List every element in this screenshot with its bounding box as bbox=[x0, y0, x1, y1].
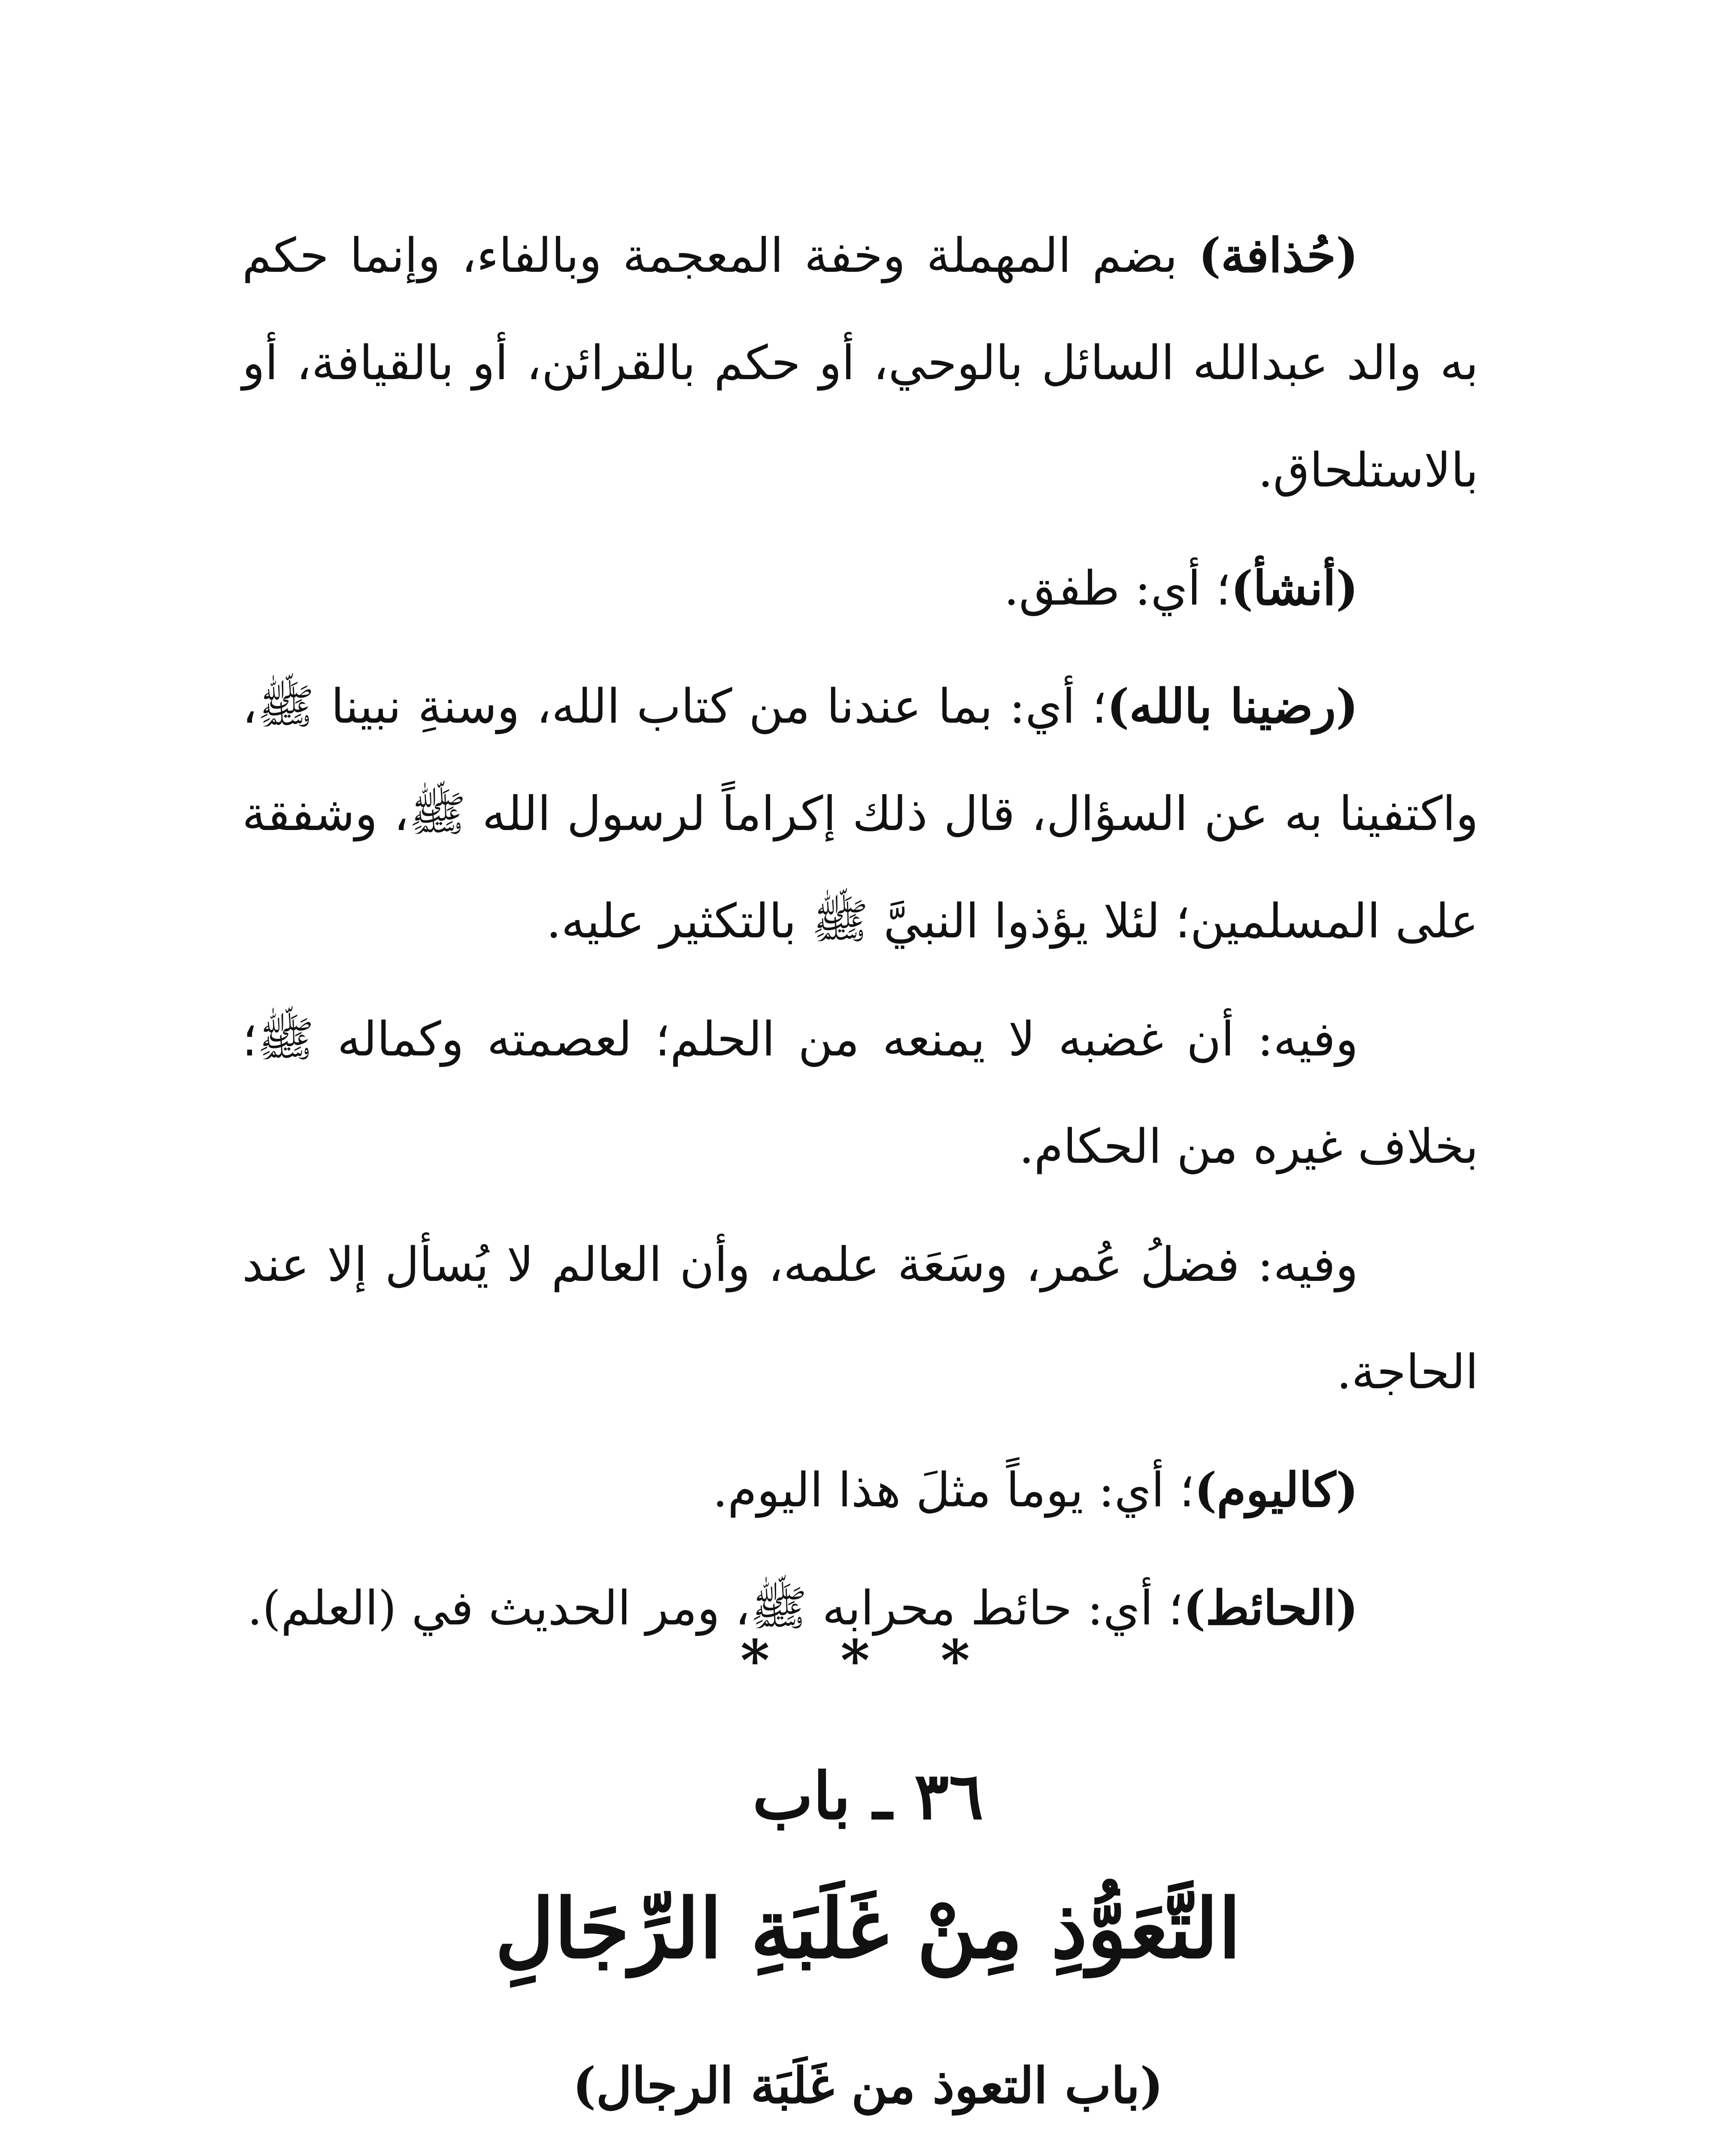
term: (حُذافة) bbox=[1199, 228, 1358, 283]
paragraph-body: وفيه: أن غضبه لا يمنعه من الحلم؛ لعصمته وكماله ﷺ؛ بخلاف غيره من الحكام. bbox=[242, 1012, 1478, 1174]
paragraph-kalyawm bbox=[242, 1436, 1478, 1544]
paragraph-body: ؛ أي: بما عندنا من كتاب الله، وسنةِ نبينا ﷺ، واكتفينا به عن السؤال، قال ذلك إكراماً لرسول الله ﷺ، وشفقة على المسلمين؛ لئلا يؤذوا النبيَّ ﷺ بالتكثير عليه. bbox=[242, 679, 1478, 949]
term: (كاليوم) bbox=[1194, 1462, 1358, 1517]
commentary-text bbox=[242, 202, 1478, 1673]
chapter-title: التَّعَوُّذِ مِنْ غَلَبَةِ الرِّجَالِ bbox=[495, 1881, 1241, 1977]
section-separator: * * * bbox=[740, 1627, 996, 1693]
term: (رضينا بالله) bbox=[1107, 678, 1358, 734]
paragraph-body: وفيه: فضلُ عُمر، وسَعَة علمه، وأن العالم لا يُسأل إلا عند الحاجة. bbox=[242, 1237, 1478, 1399]
paragraph-hudhafa bbox=[242, 202, 1478, 524]
term: (أنشأ) bbox=[1231, 560, 1358, 616]
term: (الحائط) bbox=[1183, 1580, 1358, 1636]
chapter-number: ٣٦ ـ باب bbox=[752, 1758, 984, 1834]
paragraph-radina bbox=[242, 653, 1478, 975]
paragraph-wafihi-umar bbox=[242, 1211, 1478, 1426]
paragraph-ansha bbox=[242, 535, 1478, 642]
paragraph-body: ؛ أي: يوماً مثلَ هذا اليوم. bbox=[713, 1463, 1195, 1517]
paragraph-body: ؛ أي: طفق. bbox=[1004, 561, 1231, 616]
paragraph-body: ؛ أي: حائط محرابه ﷺ، ومر الحديث في (العلم). bbox=[247, 1581, 1184, 1636]
paragraph-wafihi-hilm bbox=[242, 985, 1478, 1200]
chapter-subtitle: (باب التعوذ من غَلَبَة الرجال) bbox=[573, 2057, 1163, 2115]
paragraph-body: بضم المهملة وخفة المعجمة وبالفاء، وإنما حكم به والد عبدالله السائل بالوحي، أو حكم بالقرائن، أو بالقيافة، أو بالاستلحاق. bbox=[242, 228, 1478, 498]
